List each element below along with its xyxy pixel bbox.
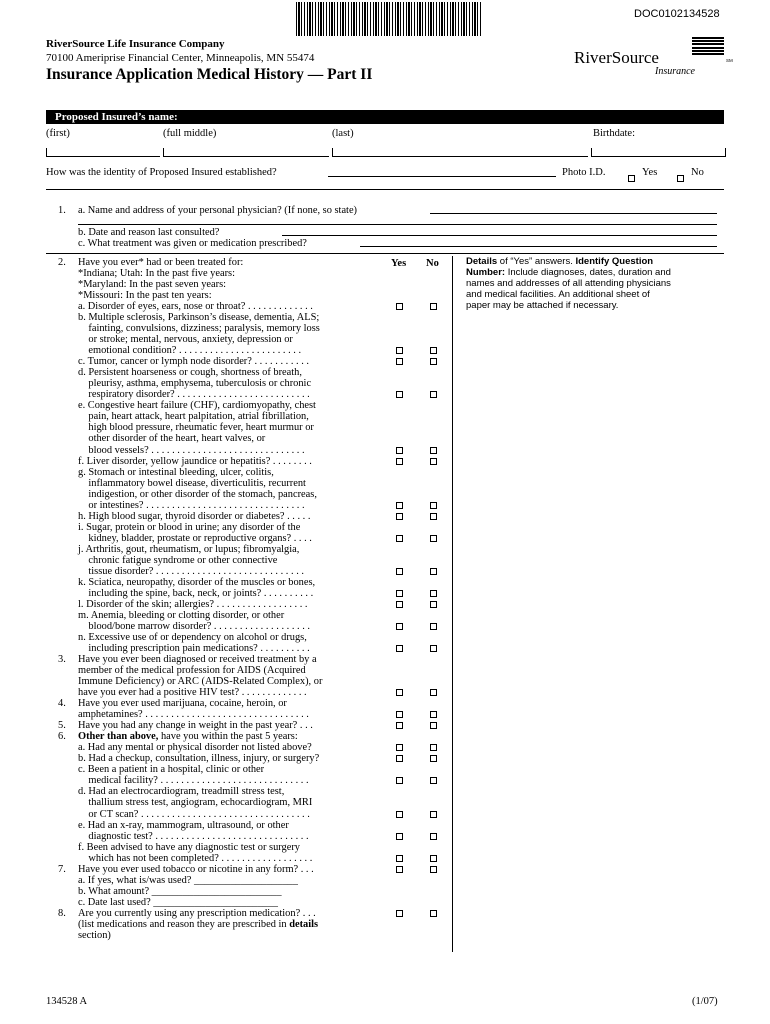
question-text: fainting, convulsions, dizziness; paralysis, memory loss	[78, 323, 320, 335]
question-number: 2.	[58, 257, 66, 268]
question-text: Other than above, have you within the past 5 years:	[78, 731, 298, 743]
yes-checkbox[interactable]	[396, 755, 403, 762]
details-line: names and addresses of all attending physicians	[466, 278, 671, 289]
no-checkbox[interactable]	[430, 601, 437, 608]
no-checkbox[interactable]	[430, 722, 437, 729]
yes-checkbox[interactable]	[396, 568, 403, 575]
no-checkbox[interactable]	[430, 391, 437, 398]
no-checkbox[interactable]	[430, 502, 437, 509]
question-text: Are you currently using any prescription medication? . . .	[78, 907, 316, 919]
details-line: and medical facilities. An additional sheet of	[466, 289, 650, 300]
yes-checkbox[interactable]	[396, 590, 403, 597]
form-date: (1/07)	[692, 996, 718, 1007]
details-bold-2: Identify Question	[575, 256, 654, 267]
question-text: including prescription pain medications? . . . . . . . . . .	[78, 643, 310, 655]
no-checkbox[interactable]	[430, 535, 437, 542]
yes-checkbox[interactable]	[396, 722, 403, 729]
identity-question: How was the identity of Proposed Insured established?	[46, 167, 277, 178]
photo-id-no-checkbox[interactable]	[677, 169, 684, 187]
yes-checkbox[interactable]	[396, 601, 403, 608]
photo-id-no-label: No	[691, 167, 704, 178]
q1a-field-2[interactable]	[78, 224, 717, 225]
question-text: m. Anemia, bleeding or clotting disorder, or other	[78, 609, 285, 621]
no-checkbox[interactable]	[430, 623, 437, 630]
question-text: Have you ever used tobacco or nicotine in any form? . . .	[78, 863, 314, 875]
yes-checkbox[interactable]	[396, 711, 403, 718]
question-text: Have you ever been diagnosed or received treatment by a	[78, 654, 317, 666]
yes-checkbox[interactable]	[396, 833, 403, 840]
details-bold-number: Number:	[466, 267, 506, 278]
question-text: Have you ever* had or been treated for:	[78, 257, 244, 268]
yes-checkbox[interactable]	[396, 855, 403, 862]
no-checkbox[interactable]	[430, 590, 437, 597]
question-text: f. Liver disorder, yellow jaundice or hepatitis? . . . . . . . .	[78, 455, 312, 467]
question-text: indigestion, or other disorder of the stomach, pancreas,	[78, 488, 317, 500]
question-text: d. Had an electrocardiogram, treadmill stress test,	[78, 786, 285, 798]
question-text: medical facility? . . . . . . . . . . . . . . . . . . . . . . . . . . . . .	[78, 775, 309, 787]
question-text: a. Had any mental or physical disorder not listed above?	[78, 742, 312, 754]
no-checkbox[interactable]	[430, 811, 437, 818]
details-instructions	[466, 256, 724, 311]
question-text: a. If yes, what is/was used? ____________________	[78, 874, 298, 886]
q1a-text: a. Name and address of your personal physician? (If none, so state)	[78, 205, 358, 216]
company-address: 70100 Ameriprise Financial Center, Minneapolis, MN 55474	[46, 52, 315, 64]
question-text: a. Disorder of eyes, ears, nose or throat? . . . . . . . . . . . . .	[78, 301, 313, 313]
no-checkbox[interactable]	[430, 777, 437, 784]
question-text: tissue disorder? . . . . . . . . . . . . . . . . . . . . . . . . . . . . .	[78, 565, 304, 577]
question-text: thallium stress test, angiogram, echocardiogram, MRI	[78, 797, 313, 809]
question-text: c. Date last used? ________________________	[78, 896, 278, 908]
question-text: other disorder of the heart, heart valves, or	[78, 433, 266, 445]
no-checkbox[interactable]	[430, 458, 437, 465]
no-column-header: No	[426, 258, 439, 269]
logo-servicemark: SM	[726, 58, 733, 63]
question-text: *Indiana; Utah: In the past five years:	[78, 268, 235, 280]
question-text: diagnostic test? . . . . . . . . . . . . . . . . . . . . . . . . . . . . . .	[78, 830, 309, 842]
yes-checkbox[interactable]	[396, 777, 403, 784]
no-checkbox[interactable]	[430, 303, 437, 310]
question-number: 8.	[58, 907, 66, 919]
page-title: Insurance Application Medical History — Part II	[46, 66, 373, 83]
question-text: l. Disorder of the skin; allergies? . . . . . . . . . . . . . . . . . .	[78, 598, 308, 610]
photo-id-yes-checkbox[interactable]	[628, 169, 635, 187]
question-text: *Maryland: In the past seven years:	[78, 279, 227, 291]
question-text: Have you ever used marijuana, cocaine, heroin, or	[78, 698, 287, 710]
question-text: pleurisy, asthma, emphysema, tuberculosis or chronic	[78, 378, 312, 390]
last-name-label: (last)	[332, 128, 354, 139]
doc-id: DOC0102134528	[634, 8, 720, 20]
question-text: blood/bone marrow disorder? . . . . . . . . . . . . . . . . . . .	[78, 620, 311, 632]
question-number: 7.	[58, 863, 66, 875]
question-text: e. Had an x-ray, mammogram, ultrasound, or other	[78, 819, 289, 831]
details-text: of “Yes” answers.	[497, 256, 576, 267]
birthdate-label: Birthdate:	[593, 128, 635, 139]
no-checkbox[interactable]	[430, 910, 437, 917]
question-text: g. Stomach or intestinal bleeding, ulcer, colitis,	[78, 466, 274, 478]
yes-checkbox[interactable]	[396, 535, 403, 542]
question-text: kidney, bladder, prostate or reproductive organs? . . . .	[78, 532, 312, 544]
question-text: n. Excessive use of or dependency on alcohol or drugs,	[78, 632, 307, 644]
question-number: 4.	[58, 698, 66, 710]
q1c-text: c. What treatment was given or medication prescribed?	[78, 238, 307, 249]
question-text: b. What amount? _________________________	[78, 885, 282, 897]
question-text: *Missouri: In the past ten years:	[78, 290, 212, 302]
no-checkbox[interactable]	[430, 866, 437, 873]
question-text: or CT scan? . . . . . . . . . . . . . . . . . . . . . . . . . . . . . . . . .	[78, 808, 310, 820]
divider	[46, 253, 724, 254]
no-checkbox[interactable]	[430, 711, 437, 718]
yes-checkbox[interactable]	[396, 910, 403, 917]
question-text: h. High blood sugar, thyroid disorder or diabetes? . . . . .	[78, 510, 311, 522]
divider	[46, 189, 724, 190]
question-text: c. Been a patient in a hospital, clinic or other	[78, 764, 265, 776]
question-text: pain, heart attack, heart palpitation, atrial fibrillation,	[78, 411, 309, 423]
question-text: Immune Deficiency) or ARC (AIDS-Related Complex), or	[78, 676, 323, 688]
question-number: 3.	[58, 654, 66, 666]
q1b-text: b. Date and reason last consulted?	[78, 227, 220, 238]
question-text: f. Been advised to have any diagnostic test or surgery	[78, 841, 300, 853]
no-checkbox[interactable]	[430, 744, 437, 751]
yes-checkbox[interactable]	[396, 303, 403, 310]
middle-name-field[interactable]	[163, 148, 329, 157]
details-line: paper may be attached if necessary.	[466, 300, 619, 311]
no-checkbox[interactable]	[430, 645, 437, 652]
question-text: have you ever had a positive HIV test? . . . . . . . . . . . . .	[78, 687, 307, 699]
question-text: amphetamines? . . . . . . . . . . . . . . . . . . . . . . . . . . . . . . . .	[78, 709, 309, 721]
yes-checkbox[interactable]	[396, 866, 403, 873]
yes-checkbox[interactable]	[396, 513, 403, 520]
last-name-field[interactable]	[332, 148, 588, 157]
logo-subtitle: Insurance	[655, 66, 695, 77]
question-text: b. Multiple sclerosis, Parkinson’s disease, dementia, ALS;	[78, 312, 320, 324]
no-checkbox[interactable]	[430, 755, 437, 762]
yes-checkbox[interactable]	[396, 744, 403, 751]
question-text: Have you had any change in weight in the past year? . . .	[78, 720, 313, 732]
yes-checkbox[interactable]	[396, 391, 403, 398]
yes-checkbox[interactable]	[396, 502, 403, 509]
details-line: Number: Include diagnoses, dates, duration and	[466, 267, 671, 278]
no-checkbox[interactable]	[430, 358, 437, 365]
yes-checkbox[interactable]	[396, 458, 403, 465]
no-checkbox[interactable]	[430, 513, 437, 520]
question-text: emotional condition? . . . . . . . . . . . . . . . . . . . . . . . .	[78, 345, 302, 357]
question-text: i. Sugar, protein or blood in urine; any disorder of the	[78, 521, 301, 533]
details-bold: Details	[466, 256, 498, 267]
question-number: 5.	[58, 720, 66, 732]
yes-checkbox[interactable]	[396, 645, 403, 652]
question-text: (list medications and reason they are prescribed in details	[78, 918, 319, 930]
yes-checkbox[interactable]	[396, 358, 403, 365]
logo-icon	[692, 37, 724, 63]
question-text: high blood pressure, rheumatic fever, heart murmur or	[78, 422, 314, 434]
q1c-field[interactable]	[360, 246, 717, 247]
logo-text: RiverSource	[574, 48, 659, 67]
form-number: 134528 A	[46, 996, 88, 1007]
question-text: including the spine, back, neck, or joints? . . . . . . . . . .	[78, 587, 314, 599]
question-text: b. Had a checkup, consultation, illness, injury, or surgery?	[78, 753, 320, 765]
no-checkbox[interactable]	[430, 855, 437, 862]
question-text: blood vessels? . . . . . . . . . . . . . . . . . . . . . . . . . . . . . .	[78, 444, 305, 456]
yes-checkbox[interactable]	[396, 811, 403, 818]
question-text: k. Sciatica, neuropathy, disorder of the muscles or bones,	[78, 576, 316, 588]
yes-checkbox[interactable]	[396, 347, 403, 354]
section-bar: Proposed Insured’s name:	[46, 110, 724, 124]
question-text: respiratory disorder? . . . . . . . . . . . . . . . . . . . . . . . . . .	[78, 389, 310, 401]
question-text: d. Persistent hoarseness or cough, shortness of breath,	[78, 367, 302, 379]
question-text: chronic fatigue syndrome or other connective	[78, 554, 278, 566]
question-text: e. Congestive heart failure (CHF), cardiomyopathy, chest	[78, 400, 316, 412]
question-number: 6.	[58, 731, 66, 743]
yes-column-header: Yes	[391, 258, 407, 269]
question-text: or intestines? . . . . . . . . . . . . . . . . . . . . . . . . . . . . . . .	[78, 499, 305, 511]
middle-name-label: (full middle)	[163, 128, 217, 139]
company-name: RiverSource Life Insurance Company	[46, 38, 225, 50]
no-checkbox[interactable]	[430, 833, 437, 840]
q1b-field[interactable]	[282, 235, 717, 236]
barcode	[296, 2, 482, 36]
no-checkbox[interactable]	[430, 447, 437, 454]
photo-id-yes-label: Yes	[642, 167, 658, 178]
question-text: j. Arthritis, gout, rheumatism, or lupus; fibromyalgia,	[78, 543, 300, 555]
question-text: or stroke; mental, nervous, anxiety, depression or	[78, 334, 293, 346]
no-checkbox[interactable]	[430, 568, 437, 575]
q1-number: 1.	[58, 205, 66, 216]
no-checkbox[interactable]	[430, 347, 437, 354]
question-text: c. Tumor, cancer or lymph node disorder? . . . . . . . . . . .	[78, 356, 310, 368]
no-checkbox[interactable]	[430, 689, 437, 696]
question-text: section)	[78, 929, 111, 941]
first-name-field[interactable]	[46, 148, 160, 157]
yes-checkbox[interactable]	[396, 689, 403, 696]
question-text: inflammatory bowel disease, diverticulitis, recurrent	[78, 477, 306, 489]
identity-field[interactable]	[328, 176, 556, 177]
yes-checkbox[interactable]	[396, 447, 403, 454]
question-text: which has not been completed? . . . . . . . . . . . . . . . . . .	[78, 852, 313, 864]
photo-id-label: Photo I.D.	[562, 167, 606, 178]
q1a-field[interactable]	[430, 213, 717, 214]
column-divider	[452, 256, 453, 952]
first-name-label: (first)	[46, 128, 70, 139]
question-text: member of the medical profession for AIDS (Acquired	[78, 665, 306, 677]
yes-checkbox[interactable]	[396, 623, 403, 630]
birthdate-field[interactable]	[591, 148, 726, 157]
